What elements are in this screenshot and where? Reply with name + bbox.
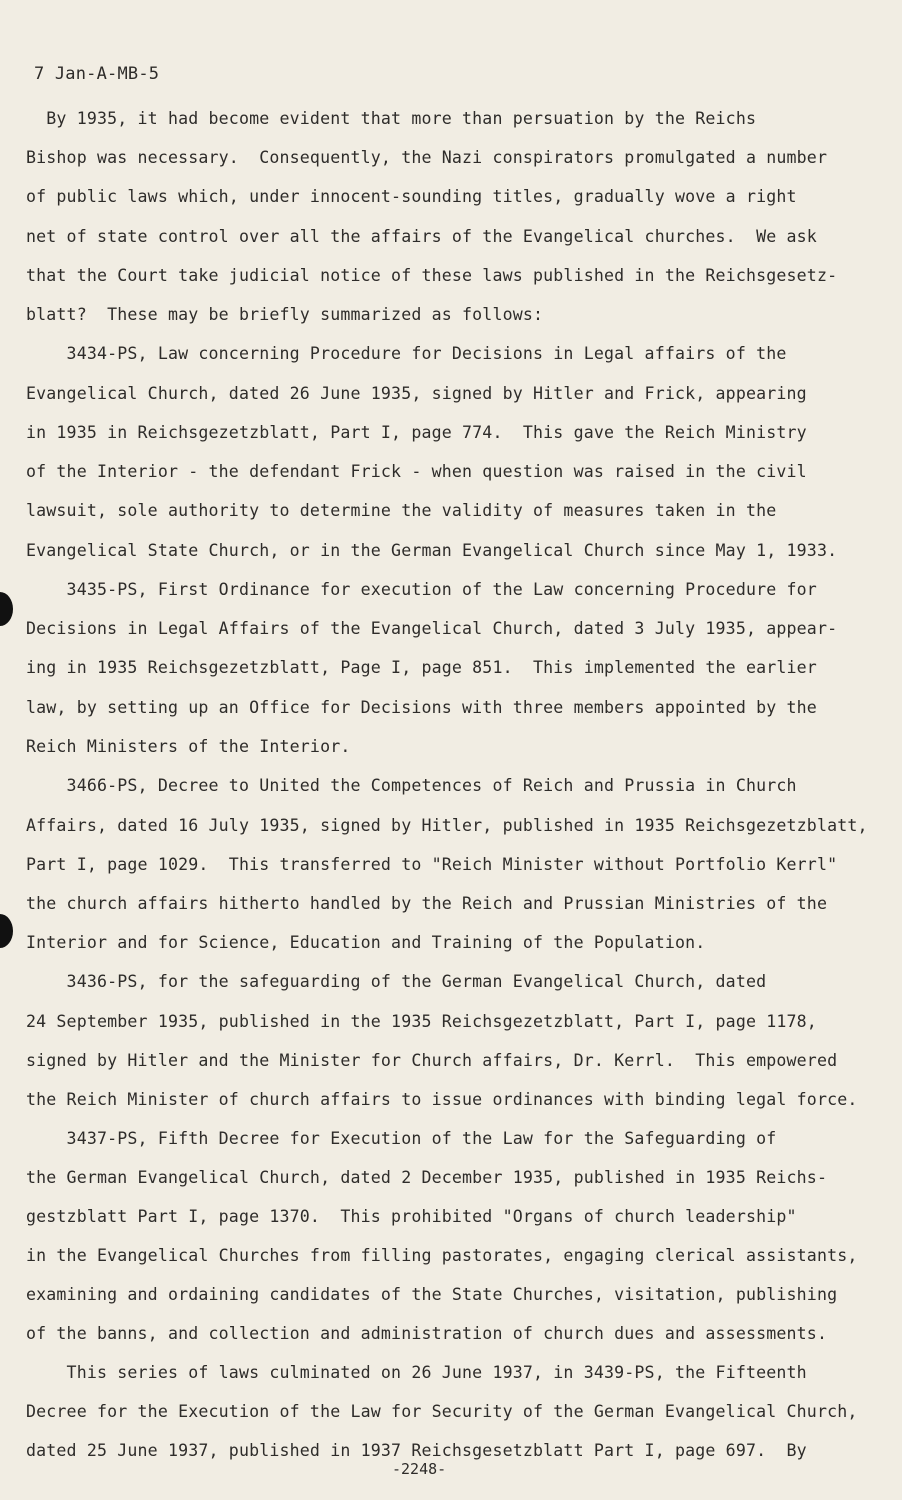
text-line: Decisions in Legal Affairs of the Evangelical Church, dated 3 July 1935, appear- — [26, 619, 838, 638]
text-line: This series of laws culminated on 26 June 1937, in 3439-PS, the Fifteenth — [26, 1363, 807, 1382]
text-line: of public laws which, under innocent-sounding titles, gradually wove a right — [26, 187, 797, 206]
text-line: 3435-PS, First Ordinance for execution of the Law concerning Procedure for — [26, 580, 817, 599]
text-line: 3434-PS, Law concerning Procedure for Decisions in Legal affairs of the — [26, 344, 787, 363]
text-line: 3436-PS, for the safeguarding of the German Evangelical Church, dated — [26, 972, 767, 991]
text-line: lawsuit, sole authority to determine the validity of measures taken in the — [26, 501, 777, 520]
text-line: signed by Hitler and the Minister for Church affairs, Dr. Kerrl. This empowered — [26, 1051, 838, 1070]
punch-hole — [0, 914, 13, 948]
text-line: dated 25 June 1937, published in 1937 Reichsgesetzblatt Part I, page 697. By — [26, 1441, 807, 1460]
text-line: examining and ordaining candidates of the State Churches, visitation, publishing — [26, 1285, 838, 1304]
text-line: 3437-PS, Fifth Decree for Execution of the Law for the Safeguarding of — [26, 1129, 777, 1148]
text-line: of the Interior - the defendant Frick - when question was raised in the civil — [26, 462, 807, 481]
text-line: Reich Ministers of the Interior. — [26, 737, 351, 756]
text-line: By 1935, it had become evident that more than persuation by the Reichs — [26, 109, 757, 128]
text-line: Decree for the Execution of the Law for Security of the German Evangelical Church, — [26, 1402, 858, 1421]
text-line: Affairs, dated 16 July 1935, signed by Hitler, published in 1935 Reichsgezetzblatt, — [26, 816, 868, 835]
text-line: 3466-PS, Decree to United the Competences of Reich and Prussia in Church — [26, 776, 797, 795]
text-line: net of state control over all the affairs of the Evangelical churches. We ask — [26, 227, 817, 246]
text-line: Part I, page 1029. This transferred to "Reich Minister without Portfolio Kerrl" — [26, 855, 838, 874]
text-line: law, by setting up an Office for Decisions with three members appointed by the — [26, 698, 817, 717]
text-line: gestzblatt Part I, page 1370. This prohibited "Organs of church leadership" — [26, 1207, 797, 1226]
text-line: blatt? These may be briefly summarized as follows: — [26, 305, 544, 324]
text-line: Bishop was necessary. Consequently, the Nazi conspirators promulgated a number — [26, 148, 828, 167]
text-line: the church affairs hitherto handled by the Reich and Prussian Ministries of the — [26, 894, 828, 913]
text-line: Evangelical Church, dated 26 June 1935, signed by Hitler and Frick, appearing — [26, 384, 807, 403]
text-line: ing in 1935 Reichsgezetzblatt, Page I, page 851. This implemented the earlier — [26, 658, 817, 677]
text-line: the German Evangelical Church, dated 2 December 1935, published in 1935 Reichs- — [26, 1168, 828, 1187]
text-line: 24 September 1935, published in the 1935 Reichsgezetzblatt, Part I, page 1178, — [26, 1012, 817, 1031]
page-number: -2248- — [392, 1460, 447, 1478]
punch-hole — [0, 592, 13, 626]
text-line: in the Evangelical Churches from filling pastorates, engaging clerical assistants, — [26, 1246, 858, 1265]
text-line: Interior and for Science, Education and Training of the Population. — [26, 933, 706, 952]
text-line: in 1935 in Reichsgezetzblatt, Part I, page 774. This gave the Reich Ministry — [26, 423, 807, 442]
text-line: the Reich Minister of church affairs to issue ordinances with binding legal force. — [26, 1090, 858, 1109]
text-line: of the banns, and collection and administration of church dues and assessments. — [26, 1324, 828, 1343]
text-line: that the Court take judicial notice of these laws published in the Reichsgesetz- — [26, 266, 838, 285]
text-line: Evangelical State Church, or in the German Evangelical Church since May 1, 1933. — [26, 541, 838, 560]
page-reference: 7 Jan-A-MB-5 — [34, 64, 160, 84]
